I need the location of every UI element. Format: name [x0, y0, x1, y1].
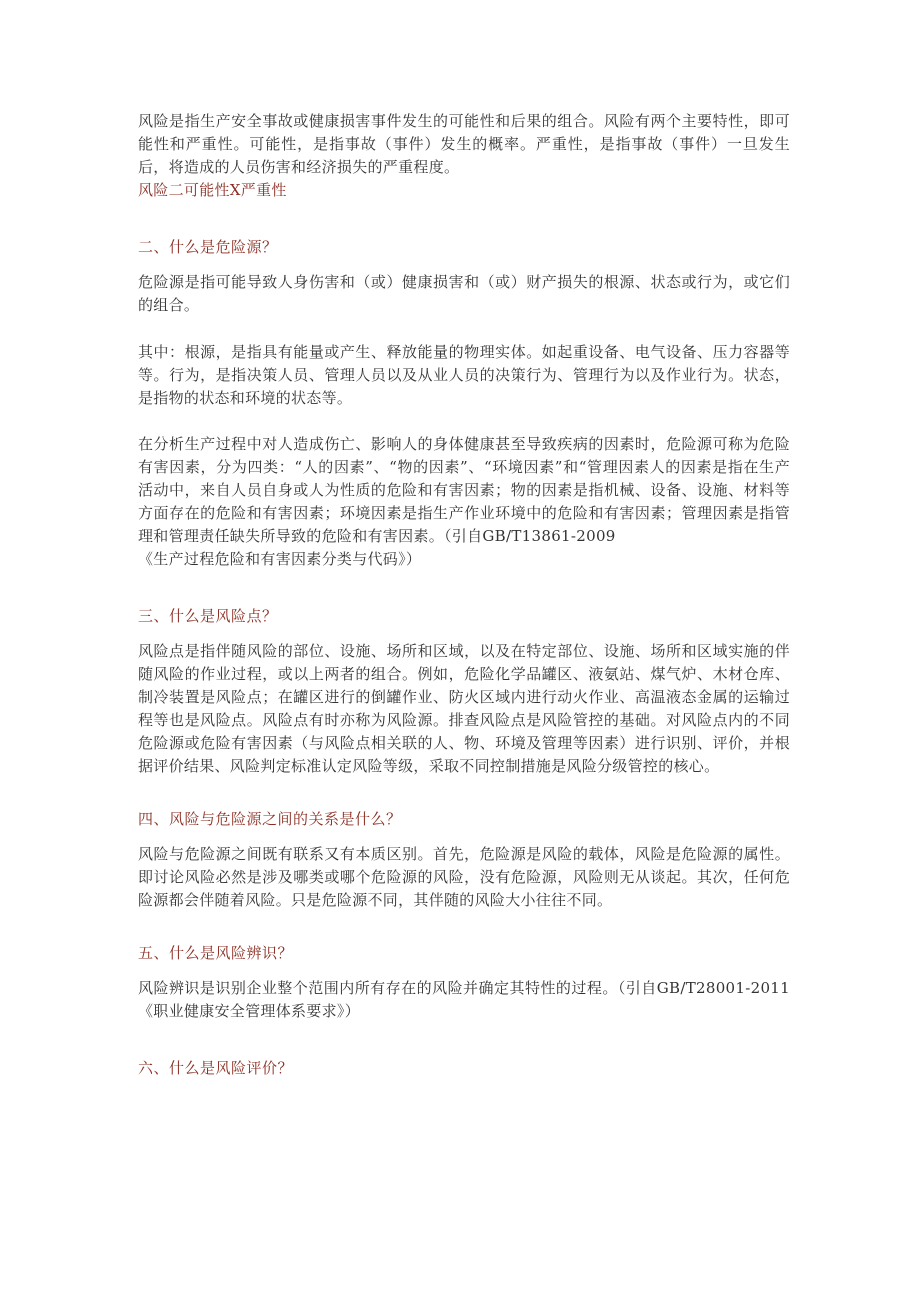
risk-point-paragraph: 风险点是指伴随风险的部位、设施、场所和区域，以及在特定部位、设施、场所和区域实施的伴随风险的作业过程，或以上两者的组合。例如，危险化学品罐区、液氨站、煤气炉、木材仓库、制冷装置是风险点；在罐区进行的倒罐作业、防火区域内进行动火作业、高温液态金属的运输过程等也是风险点。风险点有时亦称为风险源。排查风险点是风险管控的基础。对风险点内的不同危险源或危险有害因素（与风险点相关联的人、物、环境及管理等因素）进行识别、评价，并根据评价结果、风险判定标准认定风险等级，采取不同控制措施是风险分级管控的核心。 — [138, 642, 790, 775]
section-3-heading: 三、什么是风险点？ — [138, 607, 278, 625]
hazard-explanation-paragraph: 其中：根源，是指具有能量或产生、释放能量的物理实体。如起重设备、电气设备、压力容器等等。行为，是指决策人员、管理人员以及从业人员的决策行为、管理行为以及作业行为。状态，是指物的状态和环境的状态等。 — [138, 343, 790, 407]
section-5-heading: 五、什么是风险辨识？ — [138, 944, 294, 962]
risk-formula: 风险二可能性X严重性 — [138, 181, 287, 199]
risk-definition-paragraph: 风险是指生产安全事故或健康损害事件发生的可能性和后果的组合。风险有两个主要特性，即可能性和严重性。可能性，是指事故（事件）发生的概率。严重性，是指事故（事件）一旦发生后，将造成的人员伤害和经济损失的严重程度。 — [138, 112, 790, 176]
section-2-heading: 二、什么是危险源？ — [138, 238, 278, 256]
risk-identification-paragraph: 风险辨识是识别企业整个范围内所有存在的风险并确定其特性的过程。（引自GB/T28001-2011《职业健康安全管理体系要求》） — [138, 979, 790, 1020]
document-page — [138, 110, 790, 1092]
hazard-factors-paragraph: 在分析生产过程中对人造成伤亡、影响人的身体健康甚至导致疾病的因素时，危险源可称为危险有害因素，分为四类：“人的因素”、“物的因素”、“环境因素”和“管理因素人的因素是指在生产活动中，来自人员自身或人为性质的危险和有害因素；物的因素是指机械、设备、设施、材料等方面存在的危险和有害因素；环境因素是指生产作业环境中的危险和有害因素；管理因素是指管理和管理责任缺失所导致的危险和有害因素。（引自GB/T13861-2009 — [138, 435, 790, 545]
risk-hazard-relation-paragraph: 风险与危险源之间既有联系又有本质区别。首先，危险源是风险的载体，风险是危险源的属性。即讨论风险必然是涉及哪类或哪个危险源的风险，没有危险源，风险则无从谈起。其次，任何危险源都会伴随着风险。只是危险源不同，其伴随的风险大小往往不同。 — [138, 845, 790, 909]
section-4-heading: 四、风险与危险源之间的关系是什么？ — [138, 810, 402, 828]
hazard-definition-paragraph: 危险源是指可能导致人身伤害和（或）健康损害和（或）财产损失的根源、状态或行为，或它们的组合。 — [138, 273, 790, 314]
section-6-heading: 六、什么是风险评价？ — [138, 1059, 294, 1077]
hazard-standard-citation: 《生产过程危险和有害因素分类与代码》） — [138, 550, 422, 568]
